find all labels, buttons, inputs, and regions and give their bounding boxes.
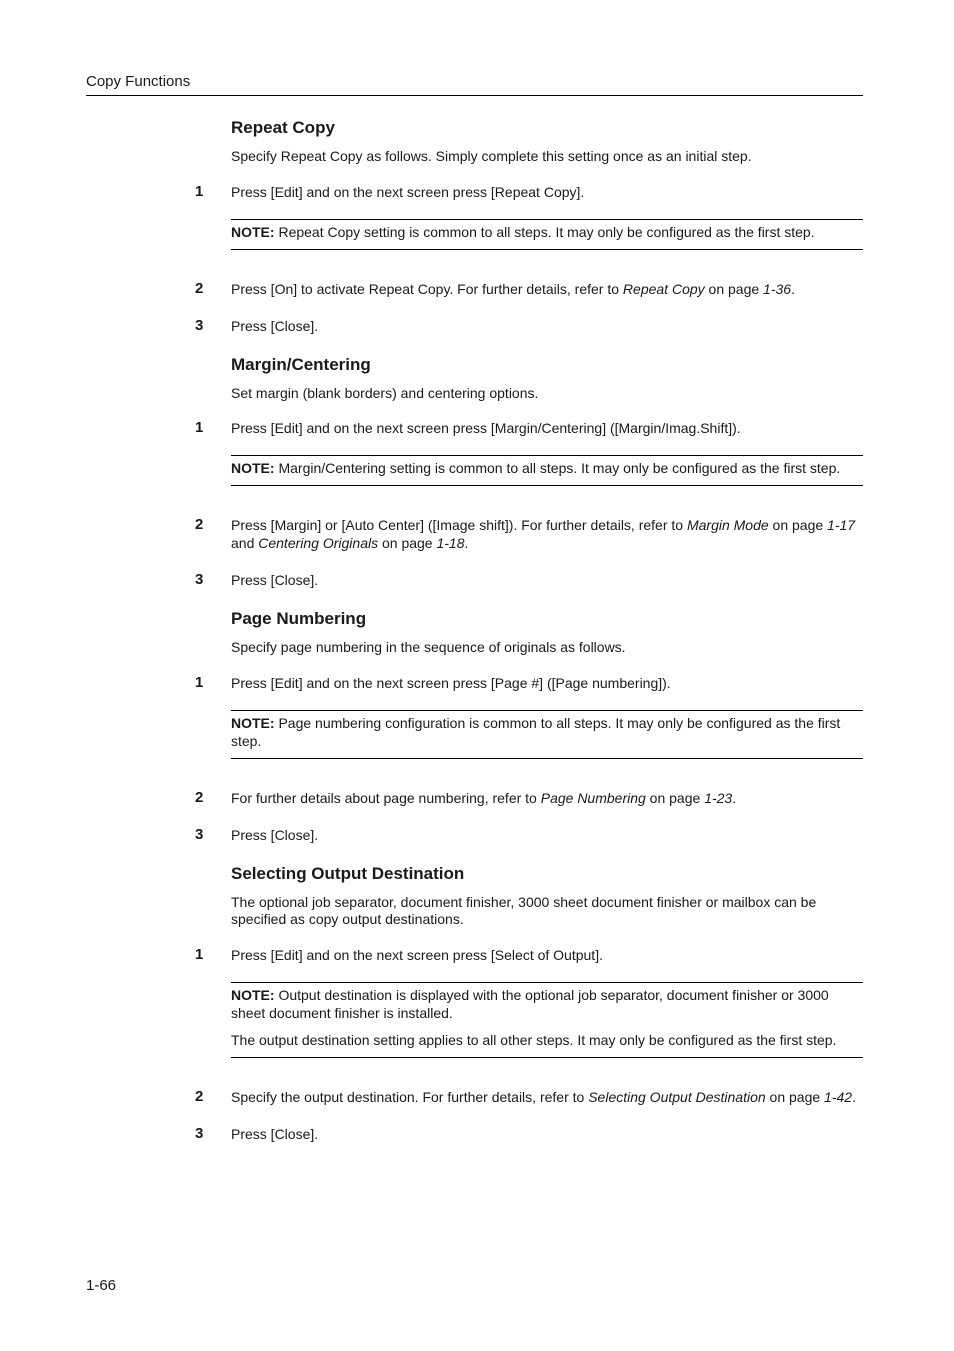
step-2 <box>195 1087 863 1106</box>
step-number: 3 <box>195 825 204 843</box>
section-title: Margin/Centering <box>231 354 371 374</box>
step-text: Press [Close]. <box>231 1125 319 1142</box>
section-page-numbering <box>0 608 954 844</box>
cross-reference-link[interactable]: Margin Mode <box>686 517 769 533</box>
step-number: 1 <box>195 673 204 691</box>
note-label: NOTE: <box>231 714 275 731</box>
page-reference[interactable]: 1-18 <box>436 535 465 551</box>
cross-reference-link[interactable]: Centering Originals <box>258 535 379 551</box>
note-text: Repeat Copy setting is common to all steps. It may only be configured as the first step. <box>274 223 815 240</box>
section-margin-centering <box>0 354 954 590</box>
note-label: NOTE: <box>231 223 275 240</box>
step-text: Press [Margin] or [Auto Center] ([Image shift]). For further details, refer to Margin Mode on page 1-17 and Centering Originals on page 1-18. <box>231 517 856 551</box>
page-reference[interactable]: 1-17 <box>827 517 856 533</box>
page-number: 1-66 <box>86 1277 117 1294</box>
section-repeat-copy <box>0 117 954 335</box>
step-1 <box>195 182 863 201</box>
note-text: Margin/Centering setting is common to all steps. It may only be configured as the first step. <box>274 460 841 476</box>
step-number: 1 <box>195 945 204 963</box>
step-text: Press [Close]. <box>231 572 319 588</box>
step-3 <box>195 571 863 589</box>
page-reference[interactable]: 1-23 <box>704 789 733 806</box>
note-label: NOTE: <box>231 986 275 1003</box>
step-text: Press [Edit] and on the next screen press [Page #] ([Page numbering]). <box>231 674 671 691</box>
step-3 <box>195 316 863 335</box>
step-text: Specify the output destination. For further details, refer to Selecting Output Destination on page 1-42. <box>231 1088 856 1105</box>
section-intro: Specify page numbering in the sequence of originals as follows. <box>231 639 626 655</box>
step-2 <box>195 279 863 298</box>
header-rule <box>86 95 863 96</box>
cross-reference-link[interactable]: Page Numbering <box>540 789 646 806</box>
cross-reference-link[interactable]: Selecting Output Destination <box>588 1088 766 1105</box>
note-text-2: The output destination setting applies to all other steps. It may only be configured as the first step. <box>231 1031 837 1048</box>
step-number: 1 <box>195 419 204 436</box>
step-3 <box>195 825 863 844</box>
step-number: 2 <box>195 1087 204 1105</box>
note-box <box>231 455 863 486</box>
section-output-destination <box>0 863 954 1143</box>
note-text: Output destination is displayed with the optional job separator, document finisher or 3000 sheet document finisher is installed. <box>231 986 829 1021</box>
page-reference[interactable]: 1-42 <box>824 1088 853 1105</box>
step-text: Press [On] to activate Repeat Copy. For further details, refer to Repeat Copy on page 1-36. <box>231 280 795 297</box>
step-1 <box>195 673 863 692</box>
note-box <box>231 219 863 250</box>
step-number: 2 <box>195 788 204 806</box>
page-content <box>0 117 954 1162</box>
step-text: Press [Edit] and on the next screen press [Margin/Centering] ([Margin/Imag.Shift]). <box>231 420 741 436</box>
step-number: 3 <box>195 1124 204 1142</box>
step-2 <box>195 516 863 552</box>
section-title: Selecting Output Destination <box>231 863 465 883</box>
page-reference[interactable]: 1-36 <box>763 280 792 297</box>
step-1 <box>195 945 863 964</box>
section-title: Page Numbering <box>231 609 367 628</box>
step-2 <box>195 788 863 807</box>
step-number: 1 <box>195 182 204 200</box>
step-number: 2 <box>195 279 204 297</box>
section-intro: Set margin (blank borders) and centering options. <box>231 384 539 401</box>
section-intro: The optional job separator, document finisher, 3000 sheet document finisher or mailbox can be specified as copy output destinations. <box>231 893 817 927</box>
note-box <box>231 982 863 1058</box>
cross-reference-link[interactable]: Repeat Copy <box>622 280 705 297</box>
step-text: Press [Edit] and on the next screen press [Select of Output]. <box>231 946 603 963</box>
step-text: Press [Close]. <box>231 317 319 334</box>
note-label: NOTE: <box>231 460 275 476</box>
note-text: Page numbering configuration is common to all steps. It may only be configured as the first step. <box>231 714 841 749</box>
note-box <box>231 710 863 759</box>
section-intro: Specify Repeat Copy as follows. Simply complete this setting once as an initial step. <box>231 148 752 164</box>
step-1 <box>195 419 863 437</box>
step-text: For further details about page numbering, refer to Page Numbering on page 1-23. <box>231 789 737 806</box>
step-text: Press [Close]. <box>231 826 319 843</box>
step-number: 3 <box>195 316 204 334</box>
step-3 <box>195 1124 863 1143</box>
step-number: 3 <box>195 571 204 588</box>
step-number: 2 <box>195 516 204 533</box>
step-text: Press [Edit] and on the next screen press [Repeat Copy]. <box>231 183 585 200</box>
section-title: Repeat Copy <box>231 118 335 137</box>
running-header: Copy Functions <box>86 73 191 90</box>
